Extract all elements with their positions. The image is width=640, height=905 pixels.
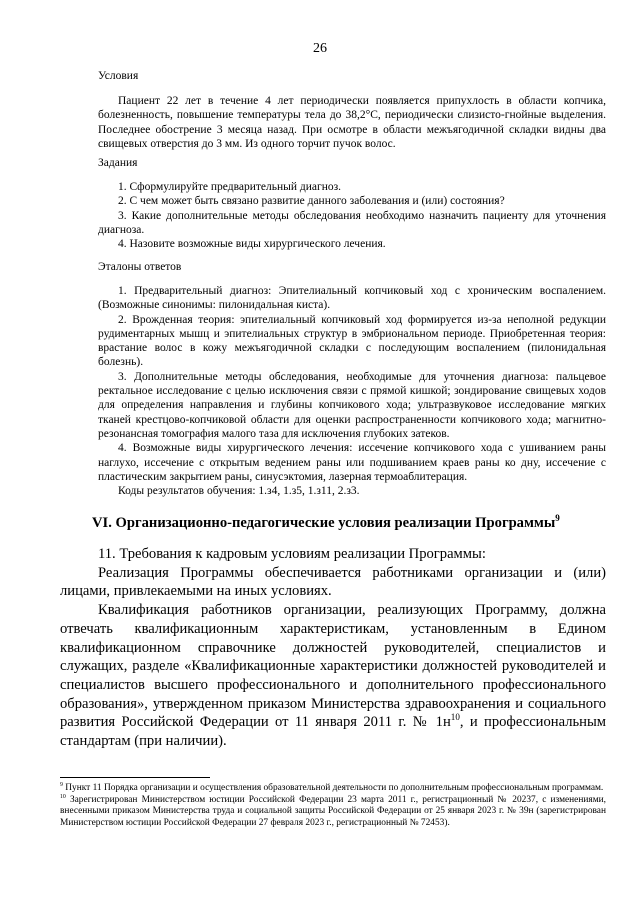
- tasks-heading-block: [98, 156, 606, 170]
- section-body: [60, 545, 606, 751]
- footnote-ref: 10: [450, 712, 460, 723]
- answer-item: 4. Возможные виды хирургического лечения: иссечение копчикового хода с ушиванием раны наглухо, иссечение с открытым ведением раны или подшиванием краев раны ко дну, иссечение с пластическим закрытием раны, синусэктомия, лазерная термоаблитерация.: [98, 442, 606, 483]
- conditions-text: Пациент 22 лет в течение 4 лет периодически появляется припухлость в области копчика, болезненность, повышение температуры тела до 38,2°С, периодически слизисто-гнойные выделения. Последнее обострение 3 месяца назад. При осмотре в области межъягодичной складки видны два свищевых отверстия до 3 мм. Из одного торчит пучок волос.: [98, 95, 606, 150]
- answers-heading: Эталоны ответов: [98, 261, 182, 273]
- footnote-text: Пункт 11 Порядка организации и осуществления образовательной деятельности по дополнительным профессиональным программам.: [62, 783, 604, 793]
- conditions-heading: Условия: [98, 70, 139, 82]
- answers-list: [98, 284, 606, 498]
- page-number: 26: [313, 41, 327, 56]
- answer-item: 1. Предварительный диагноз: Эпителиальный копчиковый ход с хроническим воспалением. (Возможные синонимы: пилонидальная киста).: [98, 285, 606, 312]
- codes-text: Коды результатов обучения: 1.з4, 1.з5, 1.з11, 2.з3.: [118, 485, 360, 498]
- conditions-block: [98, 94, 606, 151]
- section-title-text: VI. Организационно-педагогические условия реализации Программы: [92, 515, 556, 531]
- footnotes: [60, 783, 606, 829]
- answer-item: 3. Дополнительные методы обследования, необходимые для уточнения диагноза: пальцевое ректальное исследование с целью исключения связи с прямой кишкой; зондирование свищевых ходов для определения направления и глубины копчикового хода; ультразвуковое исследование мягких тканей крестцово-копчиковой области для оценки распространенности копчикового хода; магнитно-резонансная томография малого таза для исключения глубоких затеков.: [98, 370, 606, 440]
- footnote-mark: 9: [60, 781, 63, 788]
- task-item: 1. Сформулируйте предварительный диагноз.: [118, 181, 342, 193]
- footnote-mark: 10: [60, 793, 66, 800]
- requirements-paragraph: 11. Требования к кадровым условиям реализации Программы:: [98, 546, 486, 562]
- task-item: 2. С чем может быть связано развитие данного заболевания и (или) состояния?: [118, 195, 505, 208]
- footnote-text: Зарегистрирован Министерством юстиции Российской Федерации 23 марта 2011 г., регистрационный № 20237, с изменениями, внесенными приказом Министерства труда и социальной защиты Российской Федерации от 25 января 2023 г. № 39н (зарегистрирован Министерством юстиции Российской Федерации 27 февраля 2023 г., регистрационный № 72453).: [60, 794, 606, 828]
- footnote: [60, 795, 606, 830]
- task-item: 4. Назовите возможные виды хирургического лечения.: [118, 238, 386, 251]
- tasks-list: [98, 180, 606, 251]
- footnote: [60, 783, 606, 795]
- tasks-heading: Задания: [98, 157, 138, 169]
- qualification-paragraph: [60, 601, 606, 751]
- qualification-text-end: , и профессиональным стандартам (при наличии).: [60, 714, 606, 750]
- footnote-divider: [60, 777, 210, 778]
- task-item: 3. Какие дополнительные методы обследования необходимо назначить пациенту для уточнения диагноза.: [98, 209, 606, 236]
- implementation-paragraph: Реализация Программы обеспечивается работниками организации и (или) лицами, привлекаемыми на иных условиях.: [60, 564, 606, 600]
- section-title: [92, 515, 612, 532]
- footnote-ref: 9: [555, 513, 560, 524]
- answers-heading-block: [98, 260, 606, 274]
- qualification-text: Квалификация работников организации, реализующих Программу, должна отвечать квалификационным характеристикам, установленным в Едином квалификационном справочнике должностей руководителей, специалистов и служащих, разделе «Квалификационные характеристики должностей руководителей и специалистов высшего профессионального и дополнительного профессионального образования», утвержденном приказом Министерства здравоохранения и социального развития Российской Федерации от 11 января 2011 г. № 1н: [60, 602, 606, 731]
- conditions-heading-block: [98, 69, 606, 83]
- answer-item: 2. Врожденная теория: эпителиальный копчиковый ход формируется из-за неполной редукции рудиментарных мышц и эпителиальных структур в эмбриональном периоде. Приобретенная теория: врастание волос в кожу межъягодичной складки с последующим воспалением (пилонидальная болезнь).: [98, 313, 606, 369]
